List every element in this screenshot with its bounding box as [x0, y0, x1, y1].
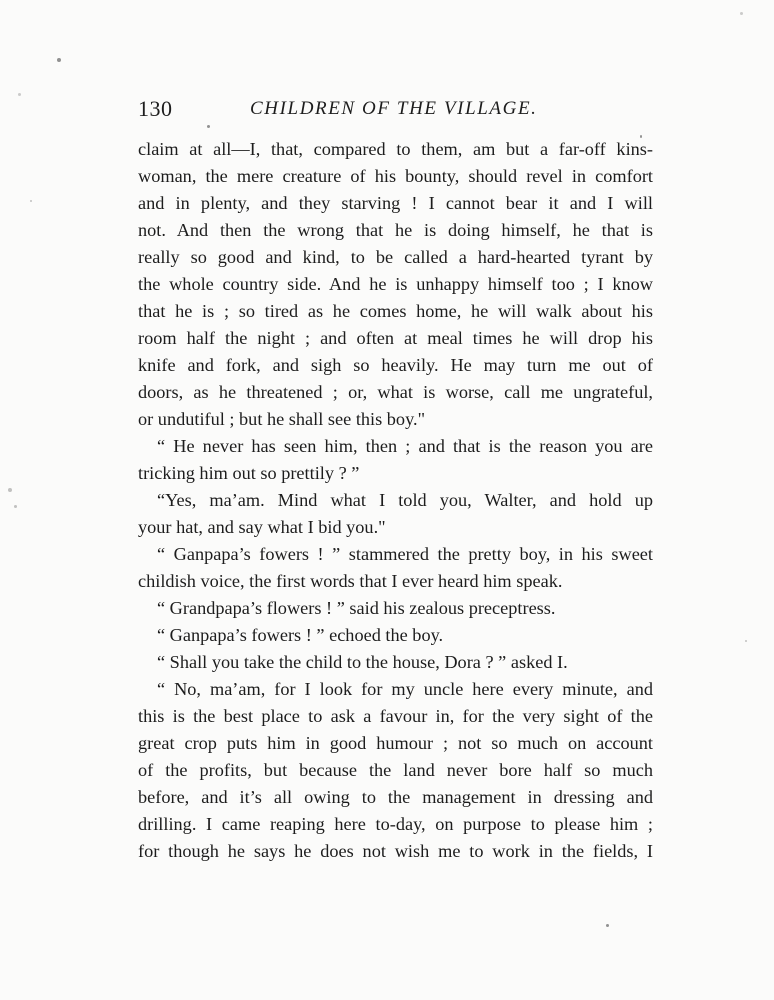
text-line: this is the best place to ask a favour in, for the very sight of the [138, 706, 653, 726]
text-line: or undutiful ; but he shall see this boy." [138, 409, 426, 429]
text-line: of the profits, but because the land never bore half so much [138, 760, 653, 780]
text-line: knife and fork, and sigh so heavily. He may turn me out of [138, 355, 653, 375]
text-line: your hat, and say what I bid you." [138, 517, 386, 537]
text-line: doors, as he threatened ; or, what is worse, call me ungrateful, [138, 382, 653, 402]
scan-speck [207, 125, 210, 128]
text-line: tricking him out so prettily ? ” [138, 463, 360, 483]
text-line: for though he says he does not wish me to work in the fields, I [138, 841, 653, 861]
text-line: “ He never has seen him, then ; and that is the reason you are [157, 436, 653, 456]
scan-speck [740, 12, 743, 15]
text-line: and in plenty, and they starving ! I cannot bear it and I will [138, 193, 653, 213]
scan-speck [8, 488, 12, 492]
running-title: CHILDREN OF THE VILLAGE. [250, 98, 538, 119]
text-line: “ Shall you take the child to the house, Dora ? ” asked I. [157, 652, 568, 672]
text-line: the whole country side. And he is unhappy himself too ; I know [138, 274, 653, 294]
scan-speck [640, 135, 642, 138]
text-line: drilling. I came reaping here to-day, on purpose to please him ; [138, 814, 653, 834]
scan-speck [57, 58, 61, 62]
text-line: “ Ganpapa’s fowers ! ” stammered the pretty boy, in his sweet [157, 544, 653, 564]
text-line: not. And then the wrong that he is doing himself, he that is [138, 220, 653, 240]
text-line: really so good and kind, to be called a hard-hearted tyrant by [138, 247, 653, 267]
text-line: room half the night ; and often at meal times he will drop his [138, 328, 653, 348]
text-line: woman, the mere creature of his bounty, should revel in comfort [138, 166, 653, 186]
scan-speck [18, 93, 21, 96]
text-line: claim at all—I, that, compared to them, am but a far-off kins- [138, 139, 653, 159]
text-line: that he is ; so tired as he comes home, he will walk about his [138, 301, 653, 321]
text-line: “Yes, ma’am. Mind what I told you, Walter, and hold up [157, 490, 653, 510]
body-text [138, 136, 653, 865]
scan-speck [30, 200, 32, 202]
text-line: “ Grandpapa’s flowers ! ” said his zealous preceptress. [157, 598, 556, 618]
text-line: childish voice, the first words that I ever heard him speak. [138, 571, 563, 591]
text-line: “ No, ma’am, for I look for my uncle here every minute, and [157, 679, 653, 699]
page-number: 130 [138, 96, 173, 121]
scan-speck [745, 640, 747, 642]
text-line: before, and it’s all owing to the management in dressing and [138, 787, 653, 807]
scan-speck [14, 505, 17, 508]
page-header [138, 96, 658, 126]
text-line: great crop puts him in good humour ; not so much on account [138, 733, 653, 753]
scan-speck [606, 924, 609, 927]
text-line: “ Ganpapa’s fowers ! ” echoed the boy. [157, 625, 444, 645]
